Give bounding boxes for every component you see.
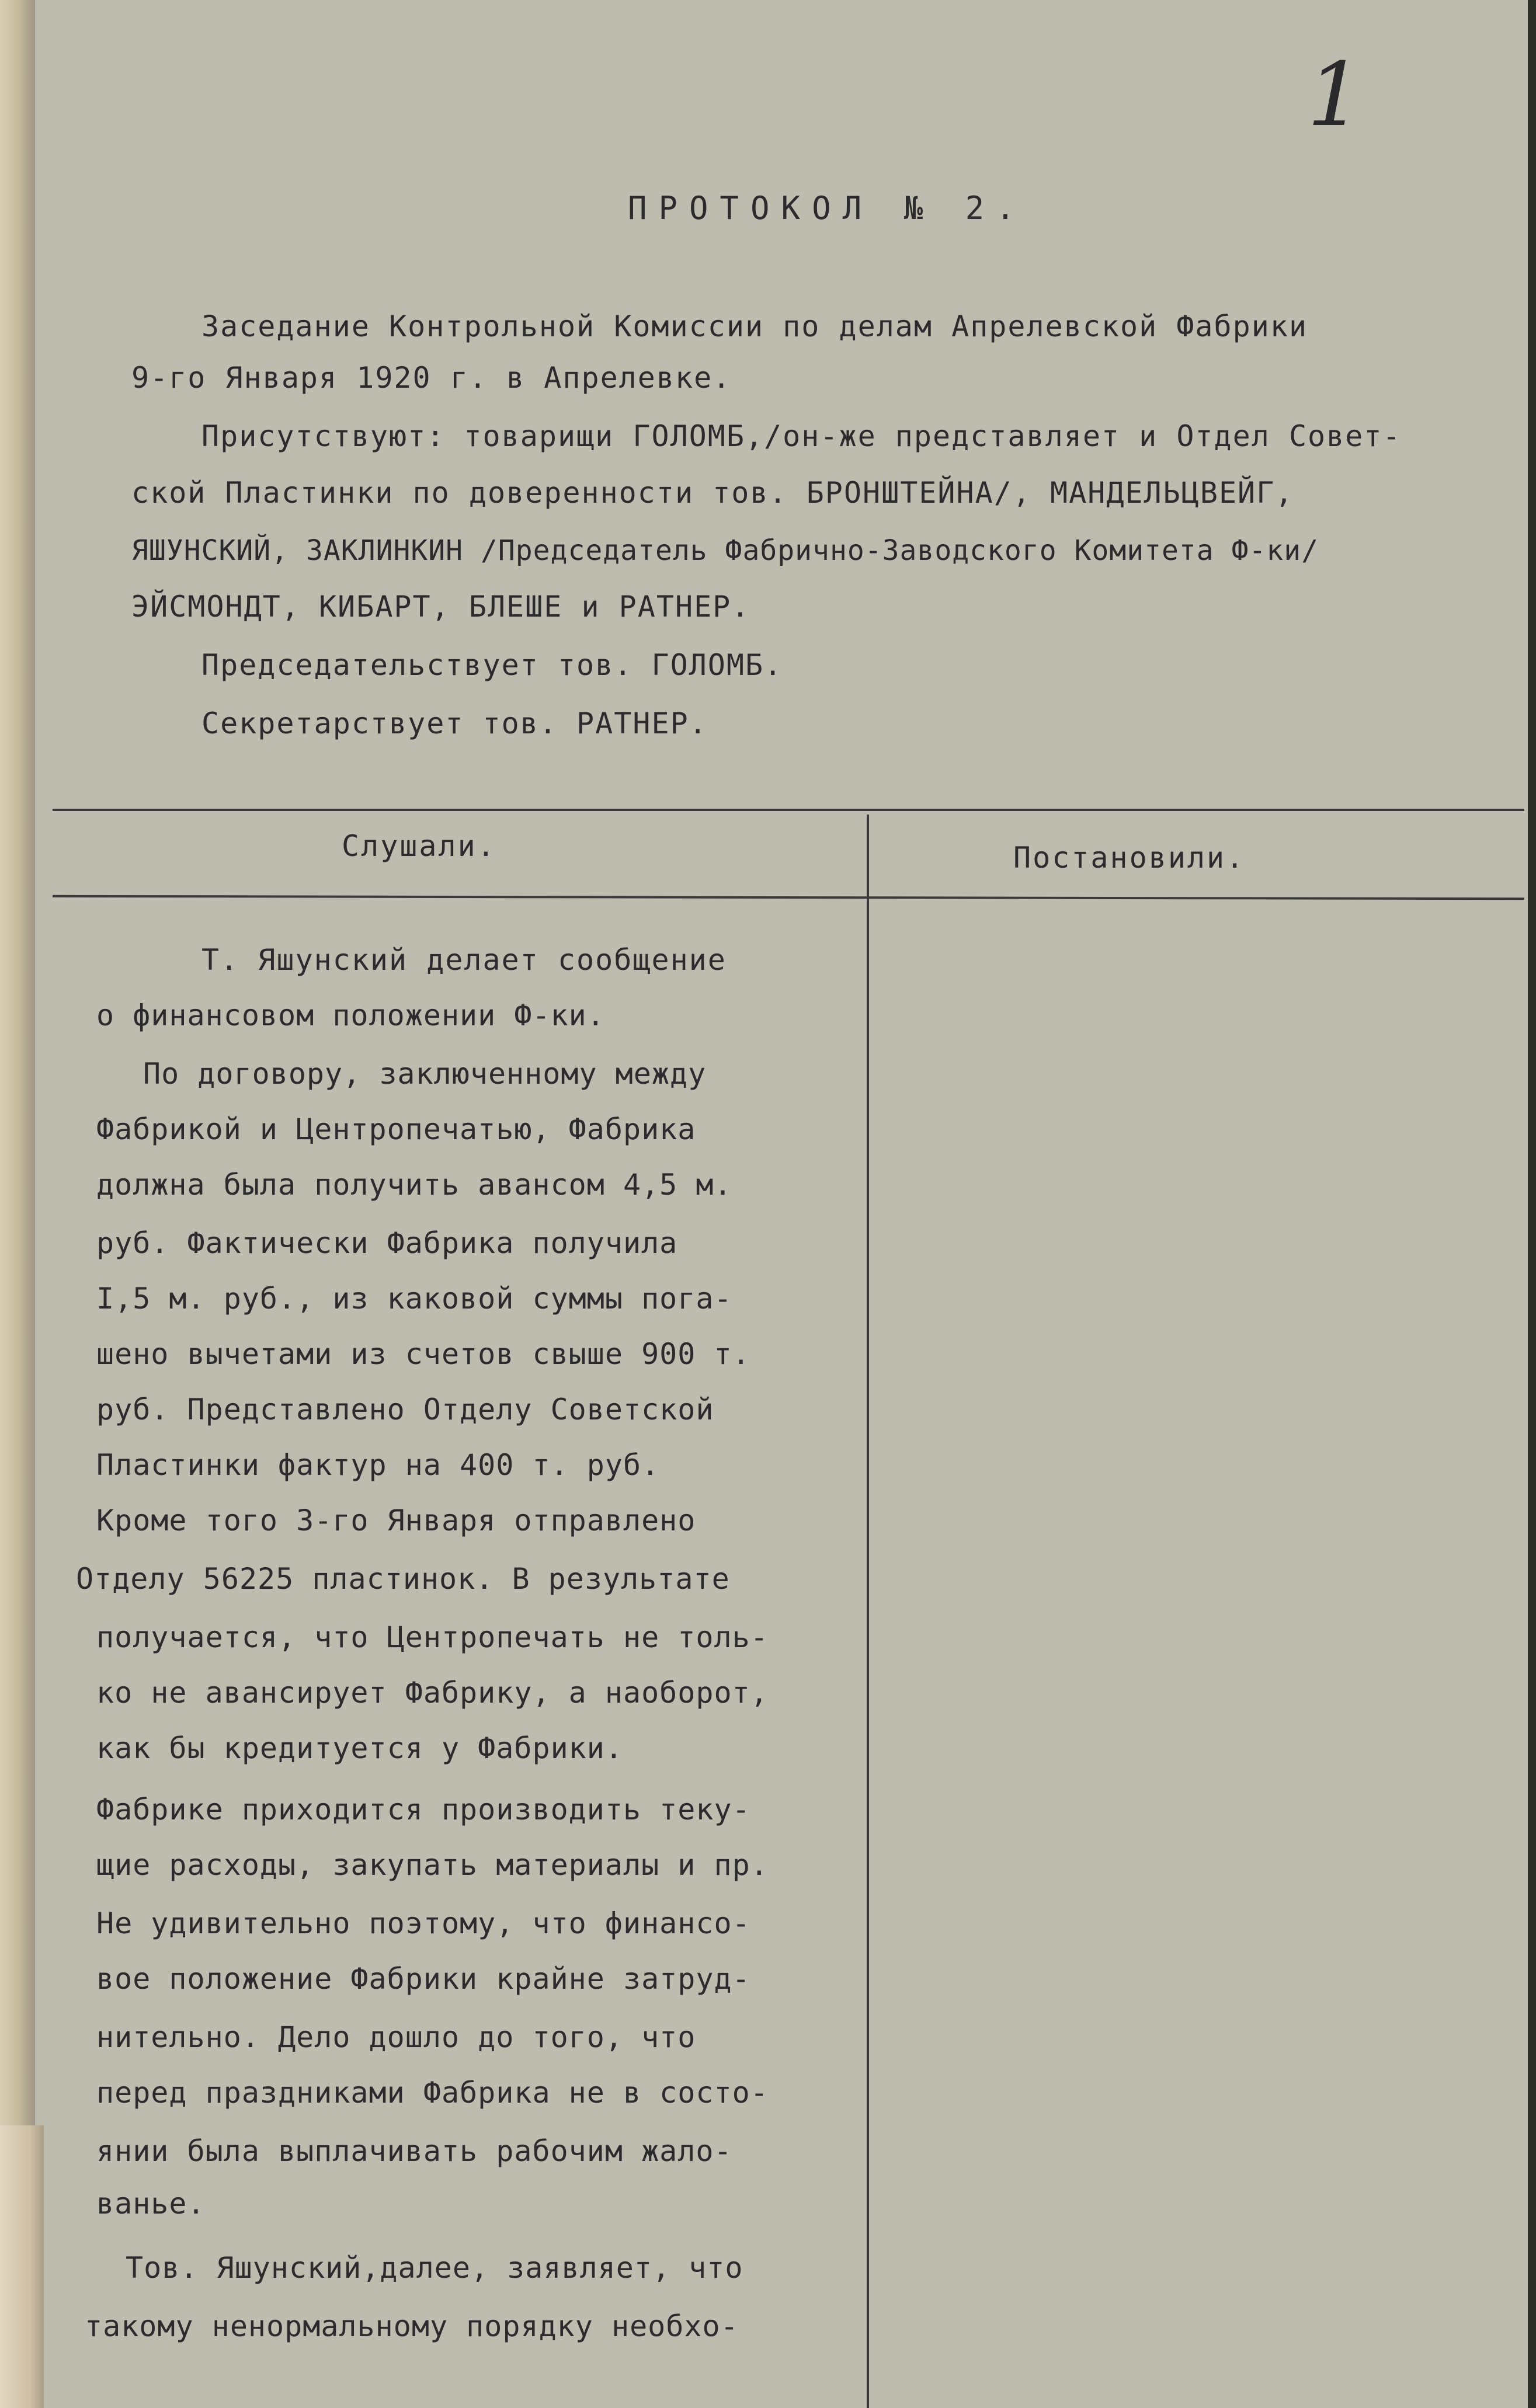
header-line: 9-го Января 1920 г. в Апрелевке. <box>131 361 732 395</box>
body-line: руб. Фактически Фабрика получила <box>96 1226 678 1260</box>
body-line: руб. Представлено Отделу Советской <box>96 1393 714 1426</box>
body-line: Не удивительно поэтому, что финансо- <box>96 1906 750 1940</box>
body-line: Отделу 56225 пластинок. В результате <box>76 1562 730 1596</box>
body-line: Т. Яшунский делает сообщение <box>201 943 727 977</box>
body-line: шено вычетами из счетов свыше 900 т. <box>96 1337 750 1371</box>
table-top-rule <box>53 809 1524 811</box>
body-line: Кроме того 3-го Января отправлено <box>96 1504 696 1537</box>
body-line: I,5 м. руб., из каковой суммы пога- <box>96 1282 732 1316</box>
binding-edge <box>0 0 35 2408</box>
scan-edge <box>1528 0 1536 2408</box>
body-line: такому ненормальному порядку необхо- <box>85 2309 739 2343</box>
body-line: По договору, заключенному между <box>143 1057 707 1091</box>
body-line: должна была получить авансом 4,5 м. <box>96 1168 732 1202</box>
header-line: ЯШУНСКИЙ, ЗАКЛИНКИН /Председатель Фабрично-Заводского Комитета Ф-ки/ <box>131 534 1319 567</box>
document-title: ПРОТОКОЛ № 2. <box>628 190 1027 227</box>
body-line: янии была выплачивать рабочим жало- <box>96 2134 732 2168</box>
table-column-divider <box>867 815 869 2408</box>
body-line: Фабрикой и Центропечатью, Фабрика <box>96 1112 696 1146</box>
body-line: ко не авансирует Фабрику, а наоборот, <box>96 1676 769 1710</box>
header-line: Председательствует тов. ГОЛОМБ. <box>201 648 783 682</box>
handwritten-page-number: 1 <box>1307 44 1363 146</box>
body-line: Тов. Яшунский,далее, заявляет, что <box>126 2251 743 2285</box>
header-line: ЭЙСМОНДТ, КИБАРТ, БЛЕШЕ и РАТНЕР. <box>131 590 750 624</box>
body-line: как бы кредитуется у Фабрики. <box>96 1731 623 1765</box>
column-header-resolved: Постановили. <box>1013 841 1246 875</box>
binding-edge-lower <box>0 2125 44 2408</box>
header-line: Заседание Контрольной Комиссии по делам Апрелевской Фабрики <box>201 309 1308 343</box>
header-line: Присутствуют: товарищи ГОЛОМБ,/он-же представляет и Отдел Совет- <box>201 419 1402 453</box>
body-line: щие расходы, закупать материалы и пр. <box>96 1848 769 1882</box>
header-line: ской Пластинки по доверенности тов. БРОНШТЕЙНА/, МАНДЕЛЬЦВЕЙГ, <box>131 476 1294 510</box>
body-line: Фабрике приходится производить теку- <box>96 1793 750 1826</box>
body-line: ванье. <box>96 2187 206 2221</box>
body-line: вое положение Фабрики крайне затруд- <box>96 1962 750 1996</box>
body-line: нительно. Дело дошло до того, что <box>96 2020 696 2054</box>
body-line: о финансовом положении Ф-ки. <box>96 998 605 1032</box>
body-line: получается, что Центропечать не толь- <box>96 1620 769 1654</box>
body-line: перед праздниками Фабрика не в состо- <box>96 2076 769 2110</box>
body-line: Пластинки фактур на 400 т. руб. <box>96 1448 660 1482</box>
header-line: Секретарствует тов. РАТНЕР. <box>201 707 708 740</box>
column-header-heard: Слушали. <box>342 829 496 863</box>
